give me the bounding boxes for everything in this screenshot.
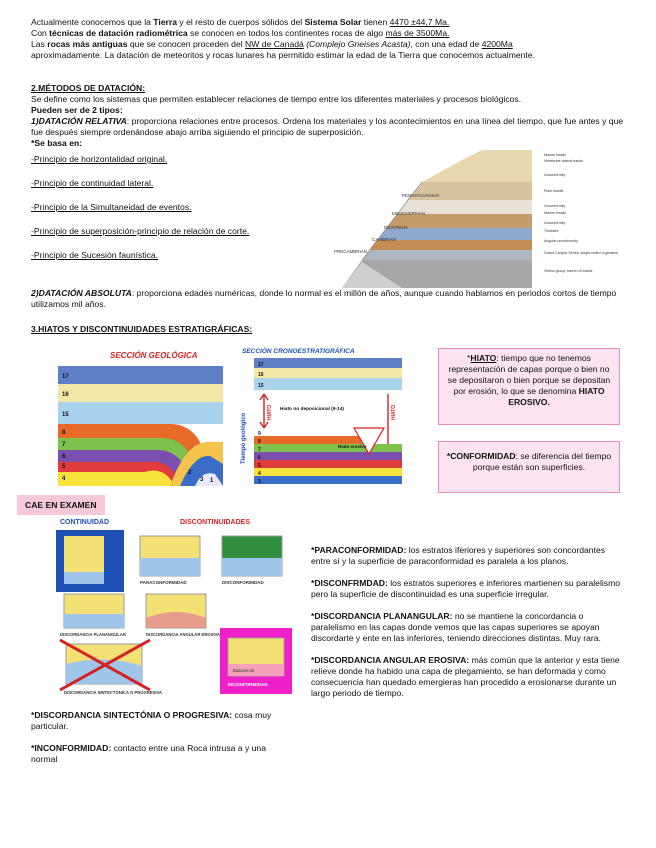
canyon-right-label: Marine fossils [544, 153, 566, 157]
hiato-left-label: HIATO [267, 404, 273, 420]
canyon-right-label: Unconformity [544, 173, 566, 177]
seccion-geologica-diagram [50, 346, 230, 498]
datacion-absoluta: 2)DATACIÓN ABSOLUTA: proporciona edades numéricas, donde lo normal es el millón de años, aunque cuando hablamos en periodos cortos de tiempo utilizamos mil años. [31, 288, 617, 309]
canyon-right-label: Angular unconformity [544, 239, 578, 243]
period-label: MISSISSIPPIAN [392, 211, 426, 216]
angular-label: DISCORDANCIA ANGULAR EROSIVA [146, 632, 221, 637]
principio-item: -Principio de superposición-principio de relación de corte. [31, 226, 250, 236]
sintectonica-label: DISCORDANCIA SINTECTÓNICA O PROGRESIVA [64, 690, 163, 695]
layer-label: 6 [62, 454, 66, 460]
intro-paragraph: Actualmente conocemos que la Tierra y el resto de cuerpos sólidos del Sistema Solar tienen 4470 ±44,7 Ma. Con técnicas de datación radiométrica se conocen en todos los continentes rocas de algo más de 3500Ma. Las rocas más antiguas que se conocen proceden del NW de Canadá (Complejo Gneises Acasta), con una edad de 4200Ma aproximadamente. La datación de meteoritos y rocas lunares ha permitido estimar la edad de la Tierra que conocemos actualmente. [31, 17, 535, 60]
period-label: PENNSYLVANIAN [402, 193, 440, 198]
basamento-label: Basamento [233, 668, 255, 673]
canyon-right-label: Grand Canyon Series: single-celled organisms [544, 251, 619, 255]
block-disconformidad [222, 536, 282, 576]
definiciones-derecha: *PARACONFORMIDAD: los estratos iferiores y superiores son concordantes entre sí y la superficie de paraconformidad es paralela a los planos. *DISCONFRMDAD: los estratos superiores e inferiores martienen su paralelismo pero la superficie de discontinuidad es una superficie irregular. *DISCORDANCIA PLANANGULAR: no se mantiene la concordancia o paralelismo en las capas donde vemos que las capas superiores se apoyan discordarte y ente en las inferiores, teniendo direcciones distintas. Muy rara. *DISCORDANCIA ANGULAR EROSIVA: más común que la anterior y esta tiene relieve donde ha habido una capa de plegamiento, se han deformada y como consecuencia han quedado emergieras han procedido a erosionarse durante un largo periodo de tiempo. [311, 545, 621, 698]
crono-layer-label: 6 [258, 455, 261, 461]
hiatos-title: 3.HIATOS Y DISCONTINUIDADES ESTRATIGRÁFICAS: [31, 324, 253, 334]
metodos-title: 2.MÉTODOS DE DATACIÓN: [31, 83, 146, 93]
layer-label: 8 [62, 430, 66, 436]
hiato-no-deposicional-label: Hiato no deposicional (9-14) [280, 407, 344, 412]
layer-label: 15 [62, 412, 69, 418]
canyon-right-label: Vertebrate animal tracks [544, 159, 583, 163]
discontinuidades-title: DISCONTINUIDADES [180, 519, 251, 526]
layer-label: 5 [62, 464, 66, 470]
cae-en-examen-badge: CAE EN EXAMEN [17, 495, 105, 515]
block-paraconformidad [140, 536, 200, 576]
hiato-erosivo-label: Hiato erosivo [338, 444, 367, 449]
paraconformidad-label: PARACONFORMIDAD [140, 580, 187, 585]
canyon-right-label: Unconformity [544, 204, 566, 208]
layer-label: 7 [62, 442, 66, 448]
conformidad-definition-box: *CONFORMIDAD: se diferencia del tiempo porque están son superficies. [438, 441, 620, 493]
principio-item: -Principio de la Simultaneidad de eventos. [31, 202, 192, 212]
canyon-right-label: Unconformity [544, 221, 566, 225]
crono-layer-label: 3 [258, 479, 261, 485]
layer-label: 3 [200, 477, 204, 483]
hiato-definition-box: *HIATO: tiempo que no tenemos representación de capas porque o bien no se depositaron o bien porque se depositan por erosión, lo que se denomina HIATO EROSIVO. [438, 348, 620, 425]
continuidad-title: CONTINUIDAD [60, 519, 109, 526]
principio-item: -Principio de continuidad lateral. [31, 178, 154, 188]
layer-label: 16 [62, 392, 69, 398]
canyon-right-label: Vishnu group: barren of fossils [544, 269, 593, 273]
seccion-geologica-title: SECCIÓN GEOLÓGICA [110, 351, 198, 360]
definiciones-izquierda: *DISCORDANCIA SINTECTÓNIA O PROGRESIVA: cosa muy particular. *INCONFORMIDAD: contacto entre una Roca intrusa a y una normal [31, 710, 272, 764]
crono-layer-label: 8 [258, 439, 261, 445]
period-label: PRECAMBRIAN [334, 249, 368, 254]
tiempo-geologico-label: Tiempo geológico [241, 412, 247, 464]
seccion-crono-title: SECCIÓN CRONOESTRATIGRÁFICA [242, 348, 355, 355]
hiato-right-label: HIATO [391, 404, 397, 420]
crono-layer-label: 4 [258, 471, 261, 477]
crono-layer-label: 5 [258, 463, 261, 469]
period-label: CAMBRIAN [372, 237, 396, 242]
canyon-right-label: Marine fossils [544, 211, 566, 215]
period-label: DEVONIAN [384, 225, 408, 230]
crono-layer-label: 9 [258, 431, 261, 437]
planangular-label: DISCORDANCIA PLANANGULAR [60, 632, 126, 637]
block-planangular [64, 594, 124, 628]
principio-item: -Principio de horizontalidad original. [31, 154, 168, 164]
principio-item: -Principio de Sucesión faunística. [31, 250, 159, 260]
block-continuidad [56, 530, 124, 592]
canyon-right-label: Trilobites [544, 229, 559, 233]
grand-canyon-diagram [312, 142, 632, 288]
metodos-section: 2.MÉTODOS DE DATACIÓN: Se define como los sistemas que permiten establecer relaciones de tiempo entre los diferentes materiales y procesos biológicos. Pueden ser de 2 tipos: 1)DATACIÓN RELATIVA: proporciona relaciones entre procesos. Ordena los materiales y los acontecimientos en una línea del tiempo, que fue antes y que fue después siempre ordenándose abajo arriba siguiendo el principio de superposición. *Se basa en: [31, 83, 624, 148]
layer-label: 2 [188, 470, 192, 476]
layer-label: 1 [210, 478, 214, 484]
crono-layer-label: 15 [258, 383, 264, 389]
canyon-right-label: Plant fossils [544, 189, 564, 193]
inconformidad-label: INCONFORMIDAD [228, 682, 268, 687]
crono-layer-label: 16 [258, 372, 264, 378]
crono-layer-label: 7 [258, 447, 261, 453]
principios-list [31, 154, 331, 274]
crono-layer-label: 17 [258, 362, 264, 368]
discontinuidades-diagram [50, 514, 295, 698]
layer-label: 4 [62, 476, 66, 482]
block-sintectonica [60, 640, 150, 690]
layer-label: 17 [62, 374, 69, 380]
disconformidad-label: DISCONFORMIDAD [222, 580, 264, 585]
seccion-cronoestratigrafica-diagram [236, 344, 406, 504]
block-angular [146, 594, 206, 628]
